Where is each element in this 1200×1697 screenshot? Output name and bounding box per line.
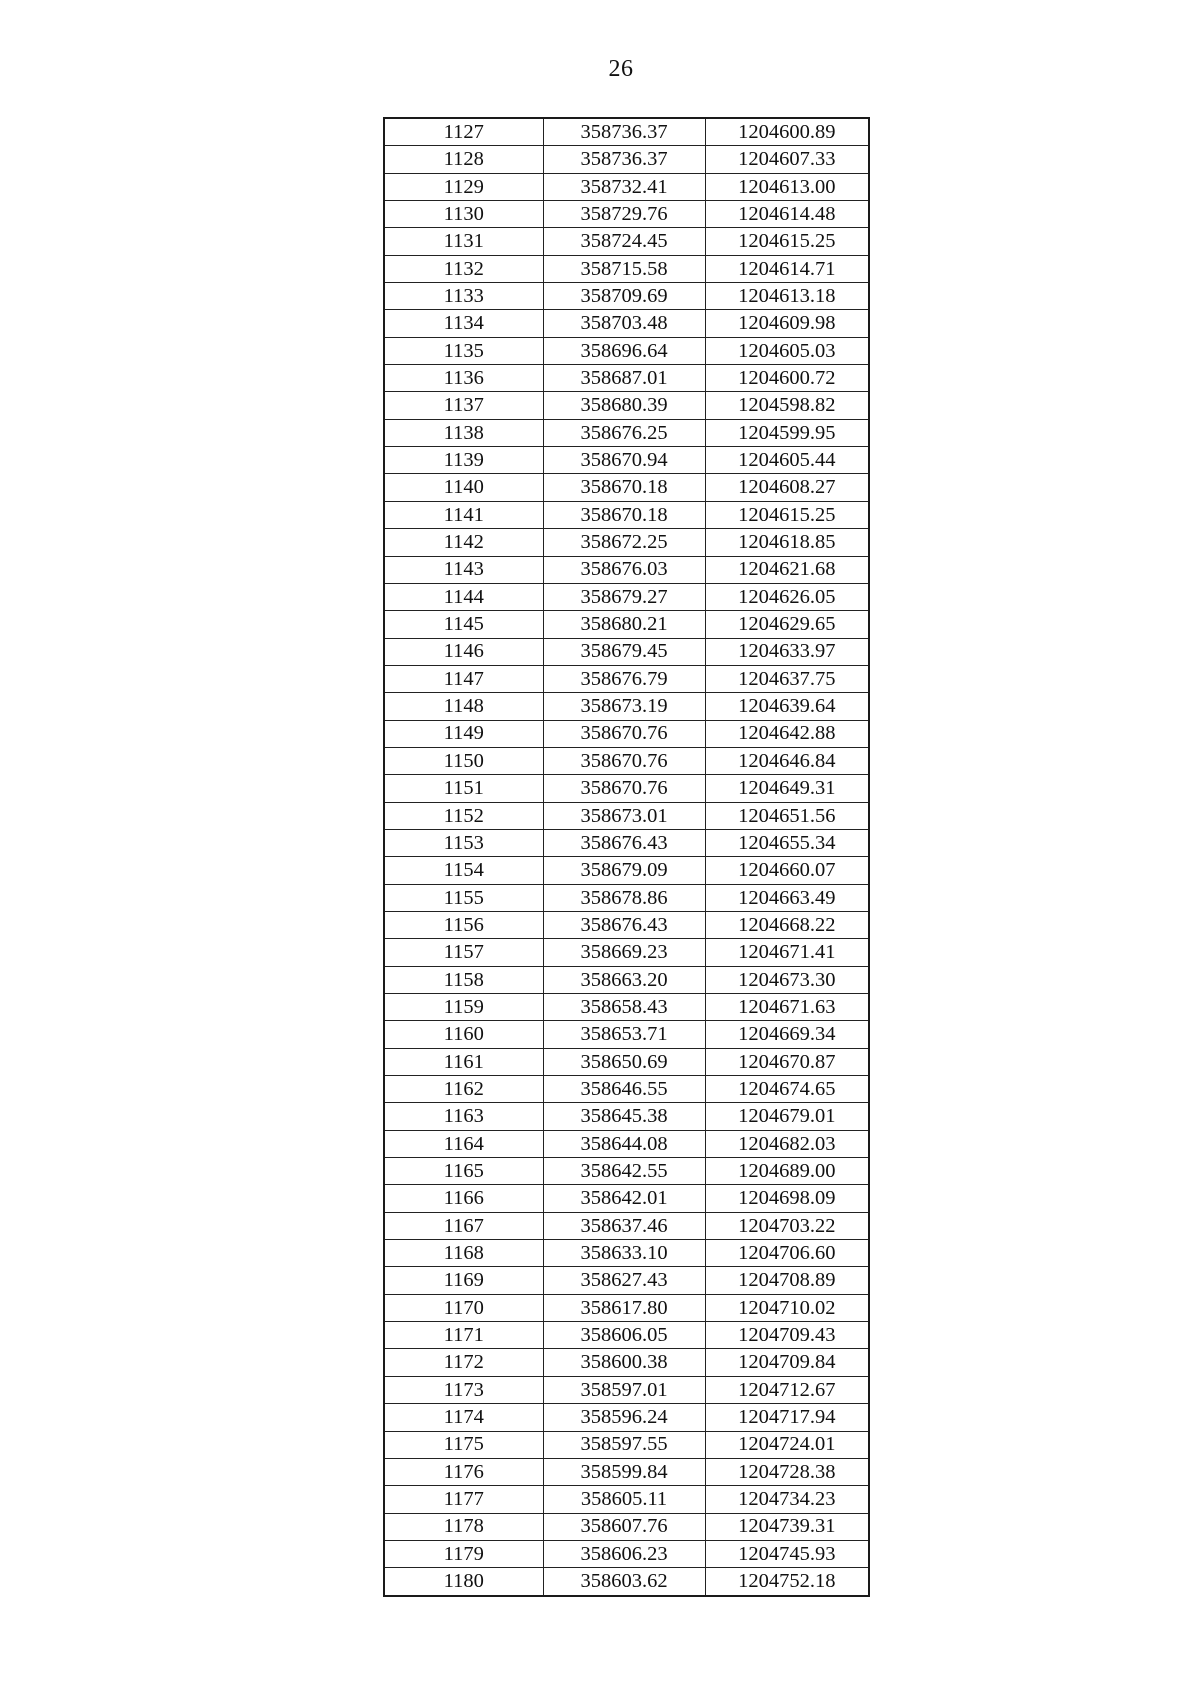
point-number-cell: 1177 — [384, 1486, 543, 1513]
y-coordinate-cell: 1204752.18 — [705, 1568, 869, 1596]
x-coordinate-cell: 358670.76 — [543, 720, 705, 747]
y-coordinate-cell: 1204621.68 — [705, 556, 869, 583]
x-coordinate-cell: 358678.86 — [543, 884, 705, 911]
coordinate-table — [383, 117, 870, 1597]
x-coordinate-cell: 358670.18 — [543, 474, 705, 501]
point-number-cell: 1164 — [384, 1130, 543, 1157]
x-coordinate-cell: 358617.80 — [543, 1294, 705, 1321]
x-coordinate-cell: 358603.62 — [543, 1568, 705, 1596]
point-number-cell: 1138 — [384, 419, 543, 446]
y-coordinate-cell: 1204670.87 — [705, 1048, 869, 1075]
x-coordinate-cell: 358637.46 — [543, 1212, 705, 1239]
x-coordinate-cell: 358676.25 — [543, 419, 705, 446]
y-coordinate-cell: 1204739.31 — [705, 1513, 869, 1540]
y-coordinate-cell: 1204712.67 — [705, 1376, 869, 1403]
point-number-cell: 1155 — [384, 884, 543, 911]
table-row — [384, 392, 869, 419]
x-coordinate-cell: 358633.10 — [543, 1240, 705, 1267]
y-coordinate-cell: 1204710.02 — [705, 1294, 869, 1321]
table-row — [384, 173, 869, 200]
x-coordinate-cell: 358600.38 — [543, 1349, 705, 1376]
x-coordinate-cell: 358670.94 — [543, 447, 705, 474]
y-coordinate-cell: 1204605.44 — [705, 447, 869, 474]
y-coordinate-cell: 1204728.38 — [705, 1458, 869, 1485]
point-number-cell: 1161 — [384, 1048, 543, 1075]
x-coordinate-cell: 358715.58 — [543, 255, 705, 282]
table-row — [384, 1212, 869, 1239]
y-coordinate-cell: 1204608.27 — [705, 474, 869, 501]
point-number-cell: 1139 — [384, 447, 543, 474]
y-coordinate-cell: 1204629.65 — [705, 611, 869, 638]
point-number-cell: 1136 — [384, 365, 543, 392]
table-row — [384, 720, 869, 747]
x-coordinate-cell: 358645.38 — [543, 1103, 705, 1130]
x-coordinate-cell: 358670.76 — [543, 775, 705, 802]
point-number-cell: 1154 — [384, 857, 543, 884]
point-number-cell: 1153 — [384, 829, 543, 856]
table-row — [384, 939, 869, 966]
y-coordinate-cell: 1204605.03 — [705, 337, 869, 364]
x-coordinate-cell: 358596.24 — [543, 1404, 705, 1431]
y-coordinate-cell: 1204651.56 — [705, 802, 869, 829]
point-number-cell: 1147 — [384, 665, 543, 692]
point-number-cell: 1171 — [384, 1322, 543, 1349]
point-number-cell: 1141 — [384, 501, 543, 528]
y-coordinate-cell: 1204734.23 — [705, 1486, 869, 1513]
table-row — [384, 1267, 869, 1294]
point-number-cell: 1134 — [384, 310, 543, 337]
point-number-cell: 1170 — [384, 1294, 543, 1321]
table-row — [384, 529, 869, 556]
table-row — [384, 884, 869, 911]
x-coordinate-cell: 358679.27 — [543, 583, 705, 610]
y-coordinate-cell: 1204703.22 — [705, 1212, 869, 1239]
x-coordinate-cell: 358670.18 — [543, 501, 705, 528]
x-coordinate-cell: 358676.43 — [543, 911, 705, 938]
table-row — [384, 1322, 869, 1349]
x-coordinate-cell: 358703.48 — [543, 310, 705, 337]
table-row — [384, 1021, 869, 1048]
table-row — [384, 1130, 869, 1157]
table-row — [384, 994, 869, 1021]
point-number-cell: 1135 — [384, 337, 543, 364]
point-number-cell: 1166 — [384, 1185, 543, 1212]
x-coordinate-cell: 358627.43 — [543, 1267, 705, 1294]
page-number: 26 — [608, 56, 634, 82]
x-coordinate-cell: 358680.39 — [543, 392, 705, 419]
y-coordinate-cell: 1204679.01 — [705, 1103, 869, 1130]
table-row — [384, 802, 869, 829]
x-coordinate-cell: 358736.37 — [543, 118, 705, 146]
y-coordinate-cell: 1204660.07 — [705, 857, 869, 884]
point-number-cell: 1163 — [384, 1103, 543, 1130]
y-coordinate-cell: 1204613.00 — [705, 173, 869, 200]
x-coordinate-cell: 358605.11 — [543, 1486, 705, 1513]
point-number-cell: 1175 — [384, 1431, 543, 1458]
point-number-cell: 1148 — [384, 693, 543, 720]
table-row — [384, 1349, 869, 1376]
x-coordinate-cell: 358597.55 — [543, 1431, 705, 1458]
x-coordinate-cell: 358679.09 — [543, 857, 705, 884]
table-row — [384, 1103, 869, 1130]
point-number-cell: 1159 — [384, 994, 543, 1021]
table-row — [384, 1404, 869, 1431]
x-coordinate-cell: 358606.23 — [543, 1540, 705, 1567]
table-row — [384, 283, 869, 310]
table-row — [384, 829, 869, 856]
point-number-cell: 1156 — [384, 911, 543, 938]
y-coordinate-cell: 1204671.63 — [705, 994, 869, 1021]
point-number-cell: 1130 — [384, 201, 543, 228]
table-row — [384, 201, 869, 228]
table-row — [384, 1294, 869, 1321]
x-coordinate-cell: 358676.03 — [543, 556, 705, 583]
table-row — [384, 1376, 869, 1403]
table-row — [384, 775, 869, 802]
table-row — [384, 556, 869, 583]
x-coordinate-cell: 358687.01 — [543, 365, 705, 392]
y-coordinate-cell: 1204708.89 — [705, 1267, 869, 1294]
point-number-cell: 1140 — [384, 474, 543, 501]
x-coordinate-cell: 358736.37 — [543, 146, 705, 173]
point-number-cell: 1137 — [384, 392, 543, 419]
x-coordinate-cell: 358696.64 — [543, 337, 705, 364]
x-coordinate-cell: 358724.45 — [543, 228, 705, 255]
table-row — [384, 118, 869, 146]
table-row — [384, 583, 869, 610]
table-row — [384, 638, 869, 665]
point-number-cell: 1169 — [384, 1267, 543, 1294]
y-coordinate-cell: 1204649.31 — [705, 775, 869, 802]
point-number-cell: 1145 — [384, 611, 543, 638]
table-row — [384, 419, 869, 446]
y-coordinate-cell: 1204639.64 — [705, 693, 869, 720]
x-coordinate-cell: 358679.45 — [543, 638, 705, 665]
x-coordinate-cell: 358680.21 — [543, 611, 705, 638]
table-row — [384, 1158, 869, 1185]
table-row — [384, 665, 869, 692]
point-number-cell: 1158 — [384, 966, 543, 993]
y-coordinate-cell: 1204674.65 — [705, 1076, 869, 1103]
table-row — [384, 1431, 869, 1458]
table-row — [384, 1513, 869, 1540]
point-number-cell: 1167 — [384, 1212, 543, 1239]
y-coordinate-cell: 1204614.71 — [705, 255, 869, 282]
x-coordinate-cell: 358642.55 — [543, 1158, 705, 1185]
y-coordinate-cell: 1204669.34 — [705, 1021, 869, 1048]
y-coordinate-cell: 1204607.33 — [705, 146, 869, 173]
y-coordinate-cell: 1204615.25 — [705, 228, 869, 255]
point-number-cell: 1168 — [384, 1240, 543, 1267]
table-row — [384, 966, 869, 993]
point-number-cell: 1143 — [384, 556, 543, 583]
y-coordinate-cell: 1204689.00 — [705, 1158, 869, 1185]
y-coordinate-cell: 1204626.05 — [705, 583, 869, 610]
point-number-cell: 1173 — [384, 1376, 543, 1403]
y-coordinate-cell: 1204682.03 — [705, 1130, 869, 1157]
coordinate-table-body — [384, 118, 869, 1596]
y-coordinate-cell: 1204599.95 — [705, 419, 869, 446]
table-row — [384, 337, 869, 364]
point-number-cell: 1160 — [384, 1021, 543, 1048]
table-row — [384, 1458, 869, 1485]
x-coordinate-cell: 358709.69 — [543, 283, 705, 310]
point-number-cell: 1149 — [384, 720, 543, 747]
x-coordinate-cell: 358676.43 — [543, 829, 705, 856]
x-coordinate-cell: 358607.76 — [543, 1513, 705, 1540]
point-number-cell: 1179 — [384, 1540, 543, 1567]
y-coordinate-cell: 1204709.84 — [705, 1349, 869, 1376]
x-coordinate-cell: 358597.01 — [543, 1376, 705, 1403]
table-row — [384, 747, 869, 774]
point-number-cell: 1151 — [384, 775, 543, 802]
point-number-cell: 1157 — [384, 939, 543, 966]
x-coordinate-cell: 358672.25 — [543, 529, 705, 556]
x-coordinate-cell: 358658.43 — [543, 994, 705, 1021]
point-number-cell: 1132 — [384, 255, 543, 282]
x-coordinate-cell: 358650.69 — [543, 1048, 705, 1075]
table-row — [384, 1048, 869, 1075]
x-coordinate-cell: 358673.01 — [543, 802, 705, 829]
x-coordinate-cell: 358729.76 — [543, 201, 705, 228]
point-number-cell: 1133 — [384, 283, 543, 310]
point-number-cell: 1178 — [384, 1513, 543, 1540]
point-number-cell: 1144 — [384, 583, 543, 610]
x-coordinate-cell: 358644.08 — [543, 1130, 705, 1157]
y-coordinate-cell: 1204663.49 — [705, 884, 869, 911]
y-coordinate-cell: 1204600.72 — [705, 365, 869, 392]
table-row — [384, 693, 869, 720]
table-row — [384, 365, 869, 392]
table-row — [384, 1185, 869, 1212]
y-coordinate-cell: 1204614.48 — [705, 201, 869, 228]
y-coordinate-cell: 1204717.94 — [705, 1404, 869, 1431]
y-coordinate-cell: 1204671.41 — [705, 939, 869, 966]
x-coordinate-cell: 358599.84 — [543, 1458, 705, 1485]
table-row — [384, 1240, 869, 1267]
x-coordinate-cell: 358663.20 — [543, 966, 705, 993]
y-coordinate-cell: 1204745.93 — [705, 1540, 869, 1567]
table-row — [384, 146, 869, 173]
table-row — [384, 228, 869, 255]
point-number-cell: 1142 — [384, 529, 543, 556]
x-coordinate-cell: 358606.05 — [543, 1322, 705, 1349]
x-coordinate-cell: 358673.19 — [543, 693, 705, 720]
table-row — [384, 1076, 869, 1103]
table-row — [384, 447, 869, 474]
point-number-cell: 1128 — [384, 146, 543, 173]
y-coordinate-cell: 1204613.18 — [705, 283, 869, 310]
y-coordinate-cell: 1204646.84 — [705, 747, 869, 774]
point-number-cell: 1131 — [384, 228, 543, 255]
y-coordinate-cell: 1204668.22 — [705, 911, 869, 938]
x-coordinate-cell: 358642.01 — [543, 1185, 705, 1212]
x-coordinate-cell: 358670.76 — [543, 747, 705, 774]
y-coordinate-cell: 1204598.82 — [705, 392, 869, 419]
y-coordinate-cell: 1204637.75 — [705, 665, 869, 692]
x-coordinate-cell: 358653.71 — [543, 1021, 705, 1048]
x-coordinate-cell: 358669.23 — [543, 939, 705, 966]
x-coordinate-cell: 358646.55 — [543, 1076, 705, 1103]
table-row — [384, 255, 869, 282]
table-row — [384, 611, 869, 638]
point-number-cell: 1162 — [384, 1076, 543, 1103]
point-number-cell: 1180 — [384, 1568, 543, 1596]
y-coordinate-cell: 1204615.25 — [705, 501, 869, 528]
y-coordinate-cell: 1204673.30 — [705, 966, 869, 993]
y-coordinate-cell: 1204618.85 — [705, 529, 869, 556]
table-row — [384, 310, 869, 337]
y-coordinate-cell: 1204655.34 — [705, 829, 869, 856]
y-coordinate-cell: 1204600.89 — [705, 118, 869, 146]
point-number-cell: 1146 — [384, 638, 543, 665]
y-coordinate-cell: 1204709.43 — [705, 1322, 869, 1349]
y-coordinate-cell: 1204724.01 — [705, 1431, 869, 1458]
x-coordinate-cell: 358676.79 — [543, 665, 705, 692]
table-row — [384, 1486, 869, 1513]
table-row — [384, 501, 869, 528]
table-row — [384, 1540, 869, 1567]
table-row — [384, 474, 869, 501]
point-number-cell: 1150 — [384, 747, 543, 774]
point-number-cell: 1165 — [384, 1158, 543, 1185]
point-number-cell: 1174 — [384, 1404, 543, 1431]
y-coordinate-cell: 1204633.97 — [705, 638, 869, 665]
point-number-cell: 1172 — [384, 1349, 543, 1376]
y-coordinate-cell: 1204609.98 — [705, 310, 869, 337]
y-coordinate-cell: 1204642.88 — [705, 720, 869, 747]
point-number-cell: 1127 — [384, 118, 543, 146]
table-row — [384, 911, 869, 938]
y-coordinate-cell: 1204706.60 — [705, 1240, 869, 1267]
point-number-cell: 1176 — [384, 1458, 543, 1485]
point-number-cell: 1152 — [384, 802, 543, 829]
x-coordinate-cell: 358732.41 — [543, 173, 705, 200]
point-number-cell: 1129 — [384, 173, 543, 200]
table-row — [384, 857, 869, 884]
y-coordinate-cell: 1204698.09 — [705, 1185, 869, 1212]
table-row — [384, 1568, 869, 1596]
